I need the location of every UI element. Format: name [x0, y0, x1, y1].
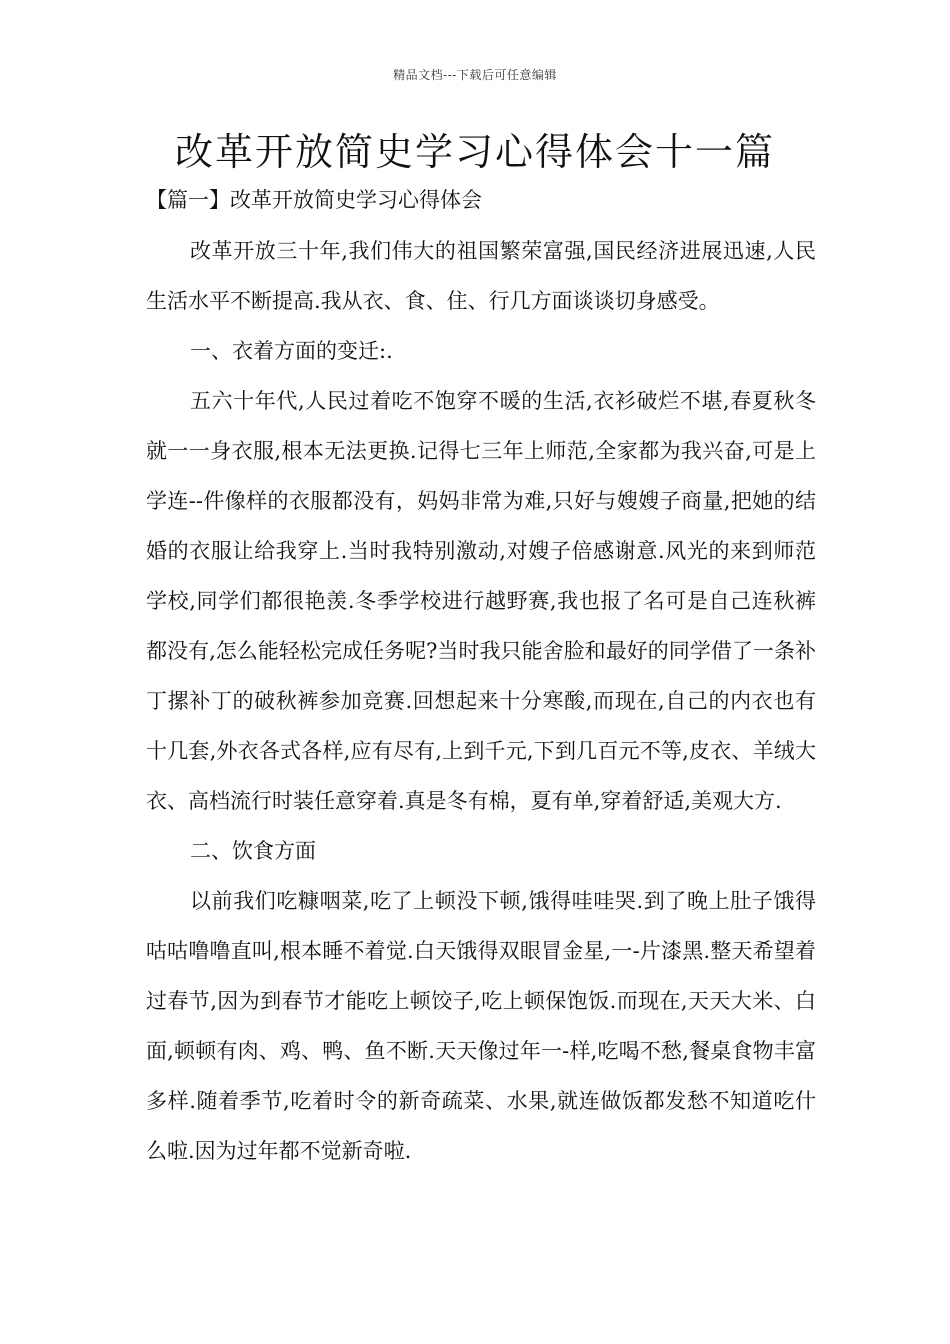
document-title: 改革开放简史学习心得体会十一篇	[174, 130, 775, 174]
paragraph: 以前我们吃糠咽菜,吃了上顿没下顿,饿得哇哇哭.到了晚上肚子饿得咕咕噜噜直叫,根本睡不着觉.白天饿得双眼冒金星,一-片漆黑.整天希望着过春节,因为到春节才能吃上顿饺子,吃上顿保饱饭.而现在,天天大米、白面,顿顿有肉、鸡、鸭、鱼不断.天天像过年一-样,吃喝不愁,餐桌食物丰富多样.随着季节,吃着时令的新奇疏菜、水果,就连做饭都发愁不知道吃什么啦.因为过年都不觉新奇啦.	[146, 889, 816, 1163]
paragraph: 改革开放三十年,我们伟大的祖国繁荣富强,国民经济进展迅速,人民生活水平不断提高.我从衣、食、住、行几方面谈谈切身感受。	[146, 239, 816, 313]
paragraph: 一、衣着方面的变迁:.	[190, 339, 393, 363]
header-note: 精品文档---下载后可任意编辑	[393, 68, 557, 82]
section-heading: 【篇一】改革开放简史学习心得体会	[146, 188, 482, 212]
document-body	[146, 226, 816, 1176]
paragraph: 二、饮食方面	[190, 839, 316, 863]
paragraph: 五六十年代,人民过着吃不饱穿不暖的生活,衣衫破烂不堪,春夏秋冬就一一身衣服,根本无法更换.记得七三年上师范,全家都为我兴奋,可是上学连--件像样的衣服都没有，妈妈非常为难,只好与嫂嫂子商量,把她的结婚的衣服让给我穿上.当时我特别激动,对嫂子倍感谢意.风光的来到师范学校,同学们都很艳羡.冬季学校进行越野赛,我也报了名可是自己连秋裤都没有,怎么能轻松完成任务呢?当时我只能舍脸和最好的同学借了一条补丁摞补丁的破秋裤参加竞赛.回想起来十分寒酸,而现在,自己的内衣也有十几套,外衣各式各样,应有尽有,上到千元,下到几百元不等,皮衣、羊绒大衣、高档流行时装任意穿着.真是冬有棉，夏有单,穿着舒适,美观大方.	[146, 389, 816, 813]
